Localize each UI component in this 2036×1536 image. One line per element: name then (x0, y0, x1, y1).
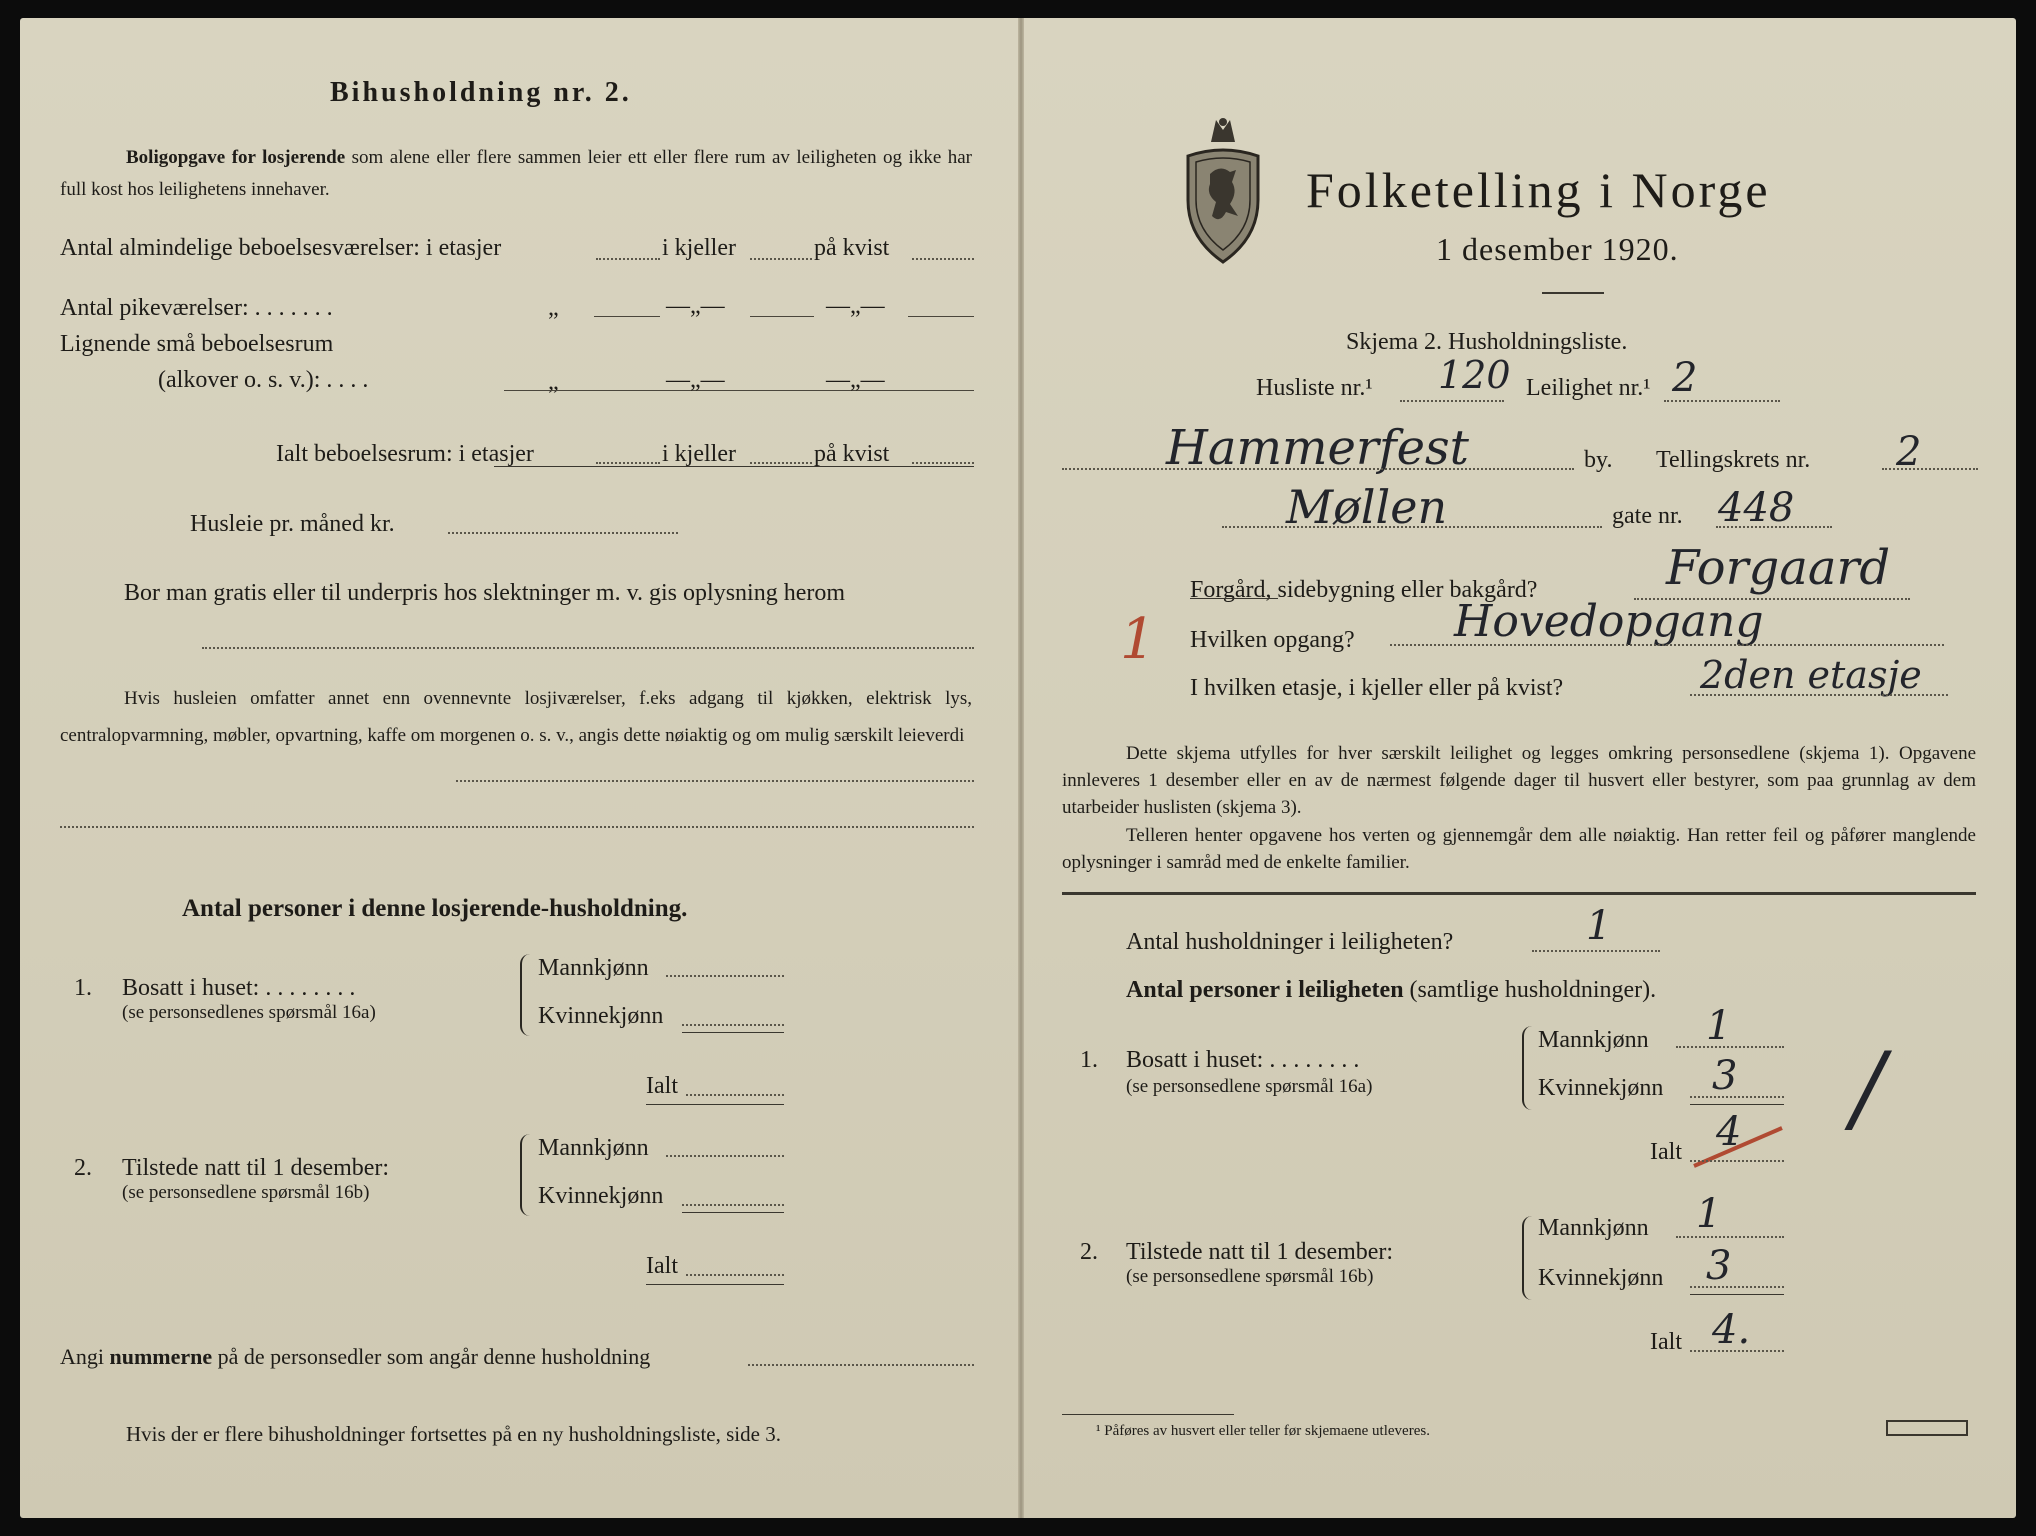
t2-mann-value: 1 (1696, 1191, 1722, 1237)
left-intro (60, 142, 972, 206)
coat-of-arms-icon (1180, 112, 1266, 268)
right-item1-brace (1522, 1026, 1534, 1110)
left-item2-ialt: Ialt (646, 1253, 678, 1279)
pike-line-3 (908, 316, 974, 317)
pike-ditto-2: —„— (666, 293, 725, 319)
pike-label: Antal pikeværelser: . . . . . . . (60, 295, 333, 321)
husliste-value: 120 (1438, 353, 1511, 397)
rooms-label: Antal almindelige beboelsesværelser: i etasjer (60, 235, 502, 261)
tellingskrets-label: Tellingskrets nr. (1656, 447, 1811, 473)
footnote-rule (1062, 1414, 1234, 1415)
t2-kvinne-value: 3 (1706, 1243, 1732, 1289)
left-item2-brace (520, 1134, 532, 1216)
left-item1-num: 1. (74, 975, 92, 1001)
lignende-ditto-3: —„— (826, 367, 885, 393)
by-value: Hammerfest (1166, 420, 1469, 476)
right-item1-mann-line (1676, 1046, 1784, 1048)
lignende-label-1: Lignende små beboelsesrum (60, 331, 334, 357)
lignende-underline (504, 390, 974, 391)
red-strike-icon (1690, 1122, 1786, 1172)
right-item1-kvinne: Kvinnekjønn (1538, 1075, 1664, 1101)
left-item1-note: (se personsedlenes spørsmål 16a) (122, 1002, 376, 1023)
gate-value: Møllen (1286, 480, 1448, 534)
husholdninger-value: 1 (1586, 903, 1612, 949)
page-fold (1018, 18, 1024, 1518)
right-item1-kvinne-line (1690, 1096, 1784, 1098)
right-item2-ialt: Ialt (1650, 1329, 1682, 1355)
hvis-husleien-text: Hvis husleien omfatter annet enn ovennevnte losjiværelser, f.eks adgang til kjøkken, elektrisk lys, centralopvarmning, møbler, opvartning, kaffe om morgenen o. s. v., angis dette nøiaktig og om mulig særskilt leieverdi (60, 688, 972, 746)
pike-line-2 (750, 316, 814, 317)
husholdninger-line (1532, 950, 1660, 952)
left-item1-ialt: Ialt (646, 1073, 678, 1099)
lignende-ditto-2: —„— (666, 367, 725, 393)
b1-ialt-value: 4 (1716, 1109, 1742, 1155)
right-item2-kvinne-line (1690, 1286, 1784, 1288)
husleie-label: Husleie pr. måned kr. (190, 511, 395, 537)
left-item2-kvinne-line (682, 1204, 784, 1206)
right-item1-label: Bosatt i huset: . . . . . . . . (1126, 1047, 1360, 1073)
right-item2-note: (se personsedlene spørsmål 16b) (1126, 1266, 1374, 1287)
right-item2-ialt-line (1690, 1350, 1784, 1352)
left-item1-mann: Mannkjønn (538, 955, 649, 981)
right-item2-label: Tilstede natt til 1 desember: (1126, 1239, 1394, 1265)
ialt-rooms-label: Ialt beboelsesrum: i etasjer (276, 441, 534, 467)
left-item1-mann-line (666, 975, 784, 977)
right-item1-note: (se personsedlene spørsmål 16a) (1126, 1076, 1373, 1097)
right-item2-sum-rule (1690, 1294, 1784, 1295)
rooms-kvist-label: på kvist (814, 235, 890, 261)
pike-line-1 (594, 316, 660, 317)
rooms-etasjer-line (596, 258, 660, 260)
angi-line (748, 1364, 974, 1366)
ialt-kjeller-label: i kjeller (662, 441, 736, 467)
right-persons-heading (1126, 976, 1656, 1005)
left-item2-sum-rule (682, 1212, 784, 1213)
left-item2-ialt-line (686, 1274, 784, 1276)
gate-nr-line (1716, 526, 1832, 528)
form-title: Folketelling i Norge (1306, 162, 1771, 218)
rooms-kvist-line (912, 258, 974, 260)
tellingskrets-line (1882, 468, 1978, 470)
forgard-question: Forgård, sidebygning eller bakgård? (1190, 577, 1538, 603)
rooms-kjeller-label: i kjeller (662, 235, 736, 261)
right-item1-mann: Mannkjønn (1538, 1027, 1649, 1053)
gate-label: gate nr. (1612, 503, 1683, 529)
tellingskrets-value: 2 (1896, 429, 1922, 475)
left-item1-sum-rule (682, 1032, 784, 1033)
info-paragraph-2: Telleren henter opgavene hos verten og gjennemgår dem alle nøiaktig. Han retter feil og påfører manglende oplysninger i samråd med de enkelte familier. (1062, 825, 1976, 873)
angi-text (60, 1344, 650, 1370)
forgard-underline (1190, 598, 1278, 599)
left-persons-heading: Antal personer i denne losjerende-husholdning. (182, 895, 688, 922)
left-item1-ialt-rule (646, 1104, 784, 1105)
husliste-line (1400, 400, 1504, 402)
husholdninger-label: Antal husholdninger i leiligheten? (1126, 929, 1454, 955)
form-date: 1 desember 1920. (1436, 231, 1679, 267)
right-item2-mann: Mannkjønn (1538, 1215, 1649, 1241)
opgang-question: Hvilken opgang? (1190, 627, 1355, 653)
b1-mann-value: 1 (1706, 1003, 1732, 1049)
left-item1-ialt-line (686, 1094, 784, 1096)
ialt-kjeller-line (750, 462, 812, 464)
ialt-kvist-line (912, 462, 974, 464)
opgang-value: Hovedopgang (1454, 596, 1764, 647)
leieverdi-line (456, 780, 974, 782)
left-intro-rest: som alene eller flere sammen leier ett eller flere rum av leiligheten og ikke har full kost hos leilighetens innehaver. (60, 147, 972, 200)
ialt-kvist-label: på kvist (814, 441, 890, 467)
right-item2-kvinne: Kvinnekjønn (1538, 1265, 1664, 1291)
t2-ialt-value: 4. (1712, 1307, 1751, 1353)
left-item1-kvinne-line (682, 1024, 784, 1026)
title-rule (1542, 292, 1604, 294)
leilighet-label: Leilighet nr.¹ (1526, 375, 1651, 401)
by-label: by. (1584, 447, 1613, 473)
right-persons-bold: Antal personer i leiligheten (1126, 977, 1404, 1003)
right-item2-brace (1522, 1216, 1534, 1300)
footnote: ¹ Påføres av husvert eller teller før skjemaene utleveres. (1096, 1423, 1430, 1439)
husleie-line (448, 532, 678, 534)
gratis-line (202, 647, 974, 649)
ialt-rooms-underline (494, 466, 974, 467)
section-divider (1062, 892, 1976, 895)
gate-nr-value: 448 (1718, 485, 1795, 531)
skjema-label: Skjema 2. Husholdningsliste. (1346, 329, 1628, 355)
leilighet-value: 2 (1672, 355, 1698, 401)
left-item2-kvinne: Kvinnekjønn (538, 1183, 664, 1209)
left-item2-note: (se personsedlene spørsmål 16b) (122, 1182, 370, 1203)
left-intro-bold: Boligopgave for losjerende (126, 147, 346, 168)
left-item2-mann: Mannkjønn (538, 1135, 649, 1161)
b1-kvinne-value: 3 (1712, 1053, 1738, 1099)
etasje-question: I hvilken etasje, i kjeller eller på kvist? (1190, 675, 1564, 701)
gate-line (1222, 526, 1602, 528)
left-item2-num: 2. (74, 1155, 92, 1181)
printer-stamp-icon (1886, 1420, 1968, 1436)
margin-mark: 1 (1120, 607, 1156, 672)
info-paragraph-1: Dette skjema utfylles for hver særskilt leilighet og legges omkring personsedlene (skjema 1). Opgavene innleveres 1 desember eller en av de nærmest følgende dager til husvert eller bestyrer, som paa grunnlag av dem utarbeider huslisten (skjema 3). (1062, 743, 1976, 818)
left-title: Bihusholdning nr. 2. (330, 77, 632, 108)
left-item2-ialt-rule (646, 1284, 784, 1285)
left-footer: Hvis der er flere bihusholdninger fortsettes på en ny husholdningsliste, side 3. (126, 1422, 781, 1446)
opgang-line (1390, 644, 1944, 646)
forgard-value: Forgaard (1666, 540, 1891, 596)
right-item1-num: 1. (1080, 1047, 1098, 1073)
left-item1-label: Bosatt i huset: . . . . . . . . (122, 975, 356, 1001)
right-item1-ialt-line (1690, 1160, 1784, 1162)
right-item1-sum-rule (1690, 1104, 1784, 1105)
left-item2-mann-line (666, 1155, 784, 1157)
lignende-ditto-1: „ (548, 369, 559, 395)
right-item2-num: 2. (1080, 1239, 1098, 1265)
left-item2-label: Tilstede natt til 1 desember: (122, 1155, 390, 1181)
angi-bold: nummerne (109, 1344, 213, 1369)
by-line (1062, 468, 1574, 470)
right-item1-ialt: Ialt (1650, 1139, 1682, 1165)
etasje-line (1690, 694, 1948, 696)
etasje-value: 2den etasje (1700, 653, 1922, 697)
gratis-question: Bor man gratis eller til underpris hos slektninger m. v. gis oplysning herom (124, 580, 846, 606)
lignende-label-2: (alkover o. s. v.): . . . . (158, 367, 369, 393)
right-item2-mann-line (1676, 1236, 1784, 1238)
leieverdi-line-2 (60, 826, 974, 828)
right-persons-rest: (samtlige husholdninger). (1403, 977, 1657, 1003)
ialt-etasjer-line (596, 462, 660, 464)
margin-check: / (1852, 1032, 1885, 1144)
left-item1-kvinne: Kvinnekjønn (538, 1003, 664, 1029)
husliste-label: Husliste nr.¹ (1256, 375, 1373, 401)
pike-ditto-3: —„— (826, 293, 885, 319)
angi-post: på de personsedler som angår denne husholdning (212, 1344, 651, 1369)
leilighet-line (1664, 400, 1780, 402)
rooms-kjeller-line (750, 258, 812, 260)
pike-ditto-1: „ (548, 295, 559, 321)
left-item1-brace (520, 954, 532, 1036)
angi-pre: Angi (60, 1344, 110, 1369)
